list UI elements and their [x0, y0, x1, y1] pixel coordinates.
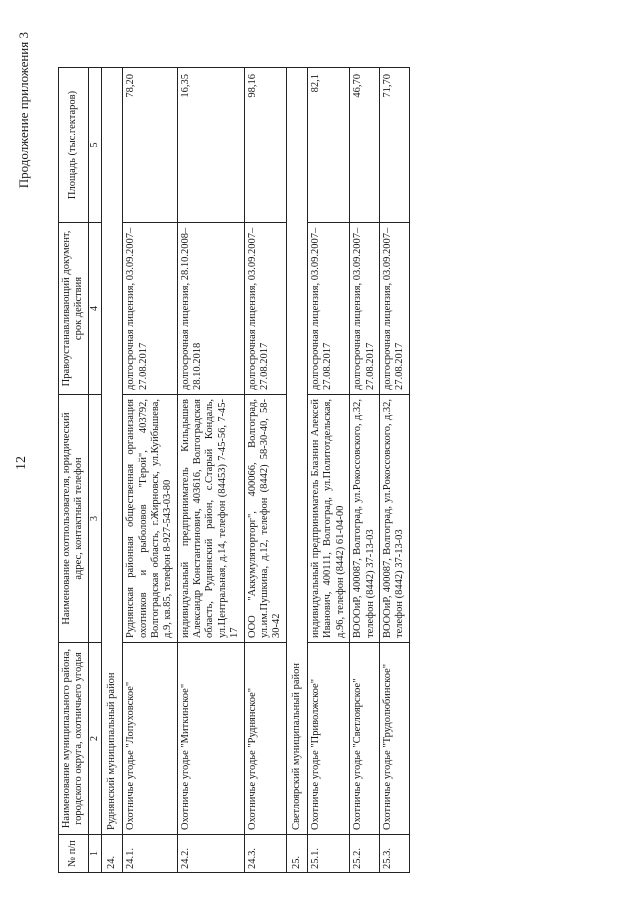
license-document: долгосрочная лицензия, 03.09.2007–27.08.2017 [308, 223, 350, 395]
hunting-user: ВОООиР, 400087, Волгоград, ул.Рокоссовского, д.32, телефон (8442) 37-13-03 [350, 395, 380, 643]
hunting-user: индивидуальный предприниматель Блазнин Алексей Иванович, 400111, Волгоград, ул.Политотдельская, д.96, телефон (8442) 61-04-00 [308, 395, 350, 643]
hunting-user: индивидуальный предприниматель Кильдышев Александр Константинович, 403616, Волгоградская область, Руднянский район, с.Старый Кондаль, ул.Центральная, д.14, телефон (84453) 7-45-56, 7-45-17 [177, 395, 244, 643]
row-number: 25.2. [350, 835, 380, 873]
area-value: 16,35 [177, 68, 244, 223]
district-row [286, 68, 307, 873]
license-document: долгосрочная лицензия, 03.09.2007–27.08.2017 [244, 223, 286, 395]
row-number: 24.2. [177, 835, 244, 873]
row-number: 25.3. [379, 835, 409, 873]
appendix-caption: Продолжение приложения 3 [16, 32, 31, 189]
header-row [59, 68, 89, 873]
header-no: № п/п [59, 835, 89, 873]
table-row [177, 68, 244, 873]
table-row [308, 68, 350, 873]
hunting-user: Руднянская районная общественная организация охотников и рыболовов "Герой", 403792, Волгоградская область, г.Жирновск, ул.Куйбышева, д.9, кв.85, телефон 8-927-543-03-80 [123, 395, 178, 643]
table-row [123, 68, 178, 873]
column-number-row [88, 68, 101, 873]
district-row [101, 68, 122, 873]
column-number: 4 [88, 223, 101, 395]
hunting-ground-name: Охотничье угодье "Трудолюбинское" [379, 643, 409, 835]
area-value: 46,70 [350, 68, 380, 223]
page-number: 12 [14, 456, 29, 470]
row-number: 24. [101, 835, 122, 873]
column-number: 1 [88, 835, 101, 873]
area-value: 98,16 [244, 68, 286, 223]
table-row [350, 68, 380, 873]
license-document: долгосрочная лицензия, 28.10.2008–28.10.2018 [177, 223, 244, 395]
row-number: 25.1. [308, 835, 350, 873]
row-number: 24.3. [244, 835, 286, 873]
hunting-ground-name: Охотничье угодье "Светлоярское" [350, 643, 380, 835]
district-name: Руднянский муниципальный район [101, 68, 122, 835]
hunting-ground-name: Охотничье угодье "Приволжское" [308, 643, 350, 835]
header-district: Наименование муниципального района, городского округа, охотничьего угодья [59, 643, 89, 835]
hunting-user: ВОООиР, 400087, Волгоград, ул.Рокоссовского, д.32, телефон (8442) 37-13-03 [379, 395, 409, 643]
table-row [244, 68, 286, 873]
license-document: долгосрочная лицензия, 03.09.2007–27.08.2017 [350, 223, 380, 395]
license-document: долгосрочная лицензия, 03.09.2007–27.08.2017 [123, 223, 178, 395]
column-number: 3 [88, 395, 101, 643]
district-name: Светлоярский муниципальный район [286, 68, 307, 835]
hunting-ground-name: Охотничье угодье "Руднянское" [244, 643, 286, 835]
license-document: долгосрочная лицензия, 03.09.2007–27.08.2017 [379, 223, 409, 395]
column-number: 5 [88, 68, 101, 223]
area-value: 82,1 [308, 68, 350, 223]
header-user: Наименование охотпользователя, юридический адрес, контактный телефон [59, 395, 89, 643]
header-doc: Правоустанавливающий документ, срок действия [59, 223, 89, 395]
hunting-user: ООО "Аккумуляторторг", 400066, Волгоград, ул.им.Пушкина, д.12, телефон (8442) 58-30-40, 58-30-42 [244, 395, 286, 643]
area-value: 71,70 [379, 68, 409, 223]
hunting-ground-name: Охотничье угодье "Миткинское" [177, 643, 244, 835]
hunting-ground-name: Охотничье угодье "Лопуховское" [123, 643, 178, 835]
header-area: Площадь (тыс.гектаров) [59, 68, 89, 223]
hunting-grounds-table [58, 67, 410, 873]
area-value: 78,20 [123, 68, 178, 223]
table-row [379, 68, 409, 873]
column-number: 2 [88, 643, 101, 835]
row-number: 25. [286, 835, 307, 873]
row-number: 24.1. [123, 835, 178, 873]
